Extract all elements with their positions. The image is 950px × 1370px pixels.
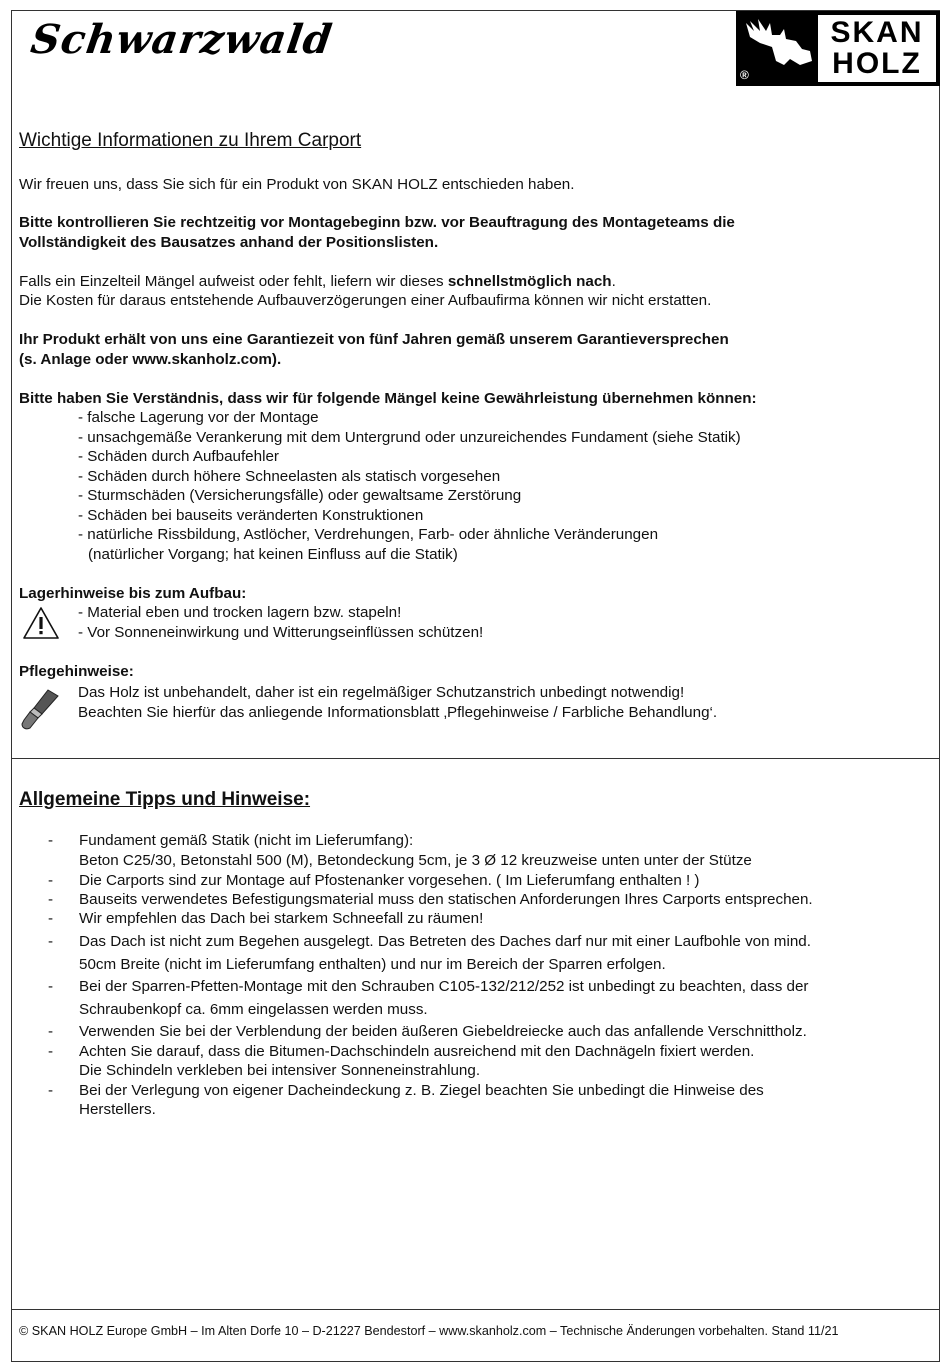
exclusion-item: - Schäden durch Aufbaufehler [78,448,279,465]
info-paragraph-1: Wir freuen uns, dass Sie sich für ein Produkt von SKAN HOLZ entschieden haben. [19,176,575,193]
tip-dash: - [48,832,54,849]
tips-title: Allgemeine Tipps und Hinweise: [19,789,311,810]
logo-box [818,15,936,82]
warning-icon [22,606,60,640]
tip-item: Das Dach ist nicht zum Begehen ausgelegt. Das Betreten des Daches darf nur mit einer Laufbohle von mind. [79,933,811,950]
tip-item: Bei der Verlegung von eigener Dacheindeckung z. B. Ziegel beachten Sie unbedingt die Hinweise des [79,1082,764,1099]
tip-item: Die Carports sind zur Montage auf Pfostenanker vorgesehen. ( Im Lieferumfang enthalten ! ) [79,872,700,889]
tip-dash: - [48,891,54,908]
tip-item: Wir empfehlen das Dach bei starkem Schneefall zu räumen! [79,910,484,927]
tip-dash: - [48,1082,54,1099]
exclusion-item: - Schäden durch höhere Schneelasten als statisch vorgesehen [78,468,501,485]
exclusion-item: - falsche Lagerung vor der Montage [78,409,319,426]
info-paragraph-4-line-1: Ihr Produkt erhält von uns eine Garantiezeit von fünf Jahren gemäß unserem Garantieversprechen [19,331,729,348]
exclusion-item: - natürliche Rissbildung, Astlöcher, Verdrehungen, Farb- oder ähnliche Veränderungen [78,526,659,543]
storage-item: - Material eben und trocken lagern bzw. stapeln! [78,604,402,621]
info-paragraph-2-line-1: Bitte kontrollieren Sie rechtzeitig vor Montagebeginn bzw. vor Beauftragung des Montageteams die [19,214,735,231]
p3-text-bold: schnellstmöglich nach [447,273,612,290]
tip-dash: - [48,872,54,889]
registered-mark: ® [740,68,749,82]
tip-dash: - [48,1043,54,1060]
tip-item-continuation: Schraubenkopf ca. 6mm eingelassen werden muss. [79,1001,428,1018]
care-line-2: Beachten Sie hierfür das anliegende Informationsblatt ‚Pflegehinweise / Farbliche Behandlung‘. [78,704,718,721]
info-title: Wichtige Informationen zu Ihrem Carport [19,130,362,151]
tip-item: Bei der Sparren-Pfetten-Montage mit den Schrauben C105-132/212/252 ist unbedingt zu beachten, dass der [79,978,809,995]
info-paragraph-3-line-2: Die Kosten für daraus entstehende Aufbauverzögerungen einer Aufbaufirma können wir nicht erstatten. [19,292,712,309]
brand-wordmark: Schwarzwald [28,16,336,63]
info-paragraph-4-line-2: (s. Anlage oder www.skanholz.com). [19,351,282,368]
care-line-1: Das Holz ist unbehandelt, daher ist ein regelmäßiger Schutzanstrich unbedingt notwendig! [78,684,685,701]
tip-dash: - [48,910,54,927]
logo-text-skan: SKAN [830,16,924,49]
tip-item-continuation: 50cm Breite (nicht im Lieferumfang enthalten) und nur im Bereich der Sparren erfolgen. [79,956,666,973]
warranty-exclusions-title: Bitte haben Sie Verständnis, dass wir für folgende Mängel keine Gewährleistung übernehmen können: [19,390,757,407]
info-paragraph-3-line-1 [19,272,616,292]
tip-item: Achten Sie darauf, dass die Bitumen-Dachschindeln ausreichend mit den Dachnägeln fixiert werden. [79,1043,755,1060]
paintbrush-icon [18,686,64,732]
tip-dash: - [48,933,54,950]
exclusion-item: - Sturmschäden (Versicherungsfälle) oder gewaltsame Zerstörung [78,487,522,504]
info-paragraph-2-line-2: Vollständigkeit des Bausatzes anhand der Positionslisten. [19,234,439,251]
footer-divider [11,1309,940,1310]
skan-holz-logo [736,11,940,86]
exclusion-item-continuation: (natürlicher Vorgang; hat keinen Einfluss auf die Statik) [88,546,458,563]
tip-item-continuation: Die Schindeln verkleben bei intensiver Sonneneinstrahlung. [79,1062,481,1079]
tip-item: Verwenden Sie bei der Verblendung der beiden äußeren Giebeldreiecke auch das anfallende Verschnittholz. [79,1023,807,1040]
footer-text: © SKAN HOLZ Europe GmbH – Im Alten Dorfe 10 – D-21227 Bendestorf – www.skanholz.com – Technische Änderungen vorbehalten. Stand 11/21 [19,1324,839,1338]
care-title: Pflegehinweise: [19,663,134,680]
tip-dash: - [48,978,54,995]
tip-item: Fundament gemäß Statik (nicht im Lieferumfang): [79,832,414,849]
logo-text-holz: HOLZ [832,47,922,80]
storage-title: Lagerhinweise bis zum Aufbau: [19,585,247,602]
tip-dash: - [48,1023,54,1040]
tip-item-continuation: Beton C25/30, Betonstahl 500 (M), Betondeckung 5cm, je 3 Ø 12 kreuzweise unten unter der Stütze [79,852,752,869]
storage-item: - Vor Sonneneinwirkung und Witterungseinflüssen schützen! [78,624,484,641]
p3-text-a: Falls ein Einzelteil Mängel aufweist oder fehlt, liefern wir dieses [19,273,448,290]
tip-item-continuation: Herstellers. [79,1101,156,1118]
exclusion-item: - Schäden bei bauseits veränderten Konstruktionen [78,507,424,524]
tip-item: Bauseits verwendetes Befestigungsmaterial muss den statischen Anforderungen Ihres Carports entsprechen. [79,891,813,908]
moose-icon [740,17,816,67]
p3-text-c: . [611,273,616,290]
section-divider [11,758,940,759]
exclusion-item: - unsachgemäße Verankerung mit dem Untergrund oder unzureichendes Fundament (siehe Statik) [78,429,741,446]
